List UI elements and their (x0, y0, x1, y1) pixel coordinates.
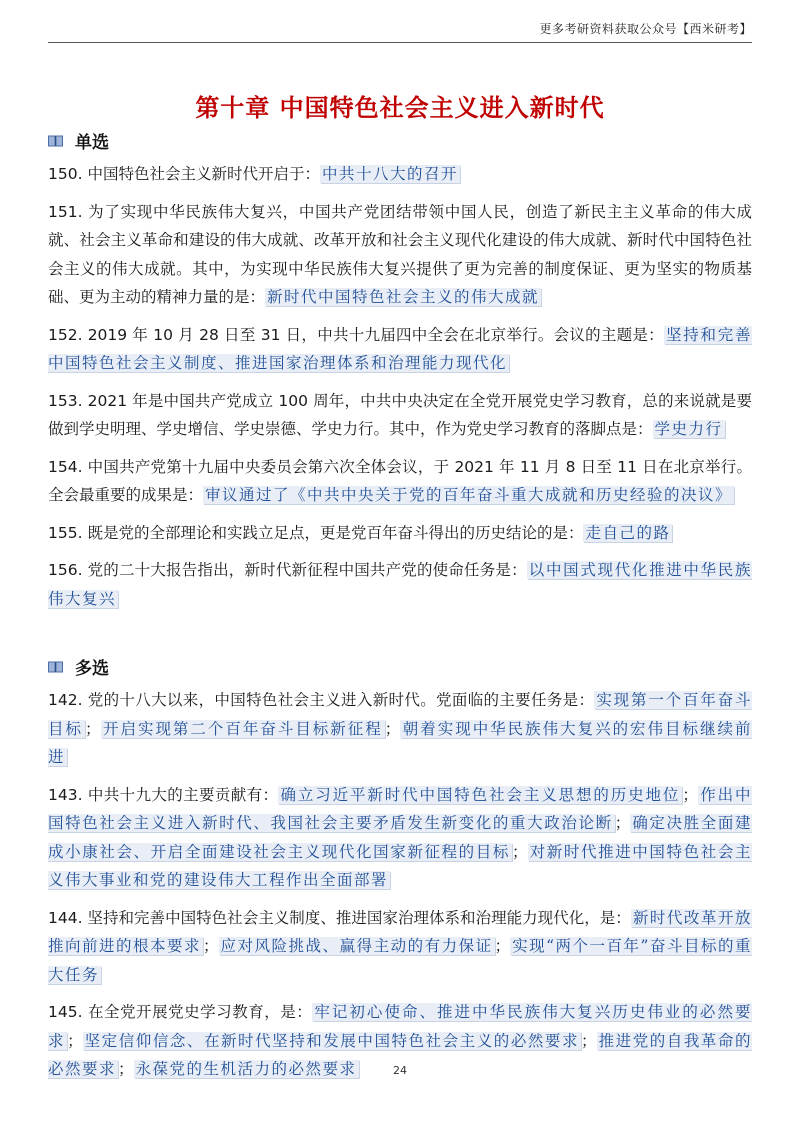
header-divider (48, 42, 752, 43)
answer-highlight: 新时代中国特色社会主义的伟大成就 (267, 288, 540, 306)
section-heading-single (48, 128, 109, 153)
single-question-list (48, 160, 752, 622)
question-item: 142. 党的十八大以来，中国特色社会主义进入新时代。党面临的主要任务是： 实现第一个百年奋斗目标 ； 开启实现第二个百年奋斗目标新征程 ； 朝着实现中华民族伟大复兴的宏伟目标继续前进 (48, 691, 752, 766)
question-item (48, 321, 752, 378)
page-number: 24 (393, 1064, 407, 1077)
section-heading-label: 多选 (75, 659, 109, 679)
answer-highlight: 确定决胜全面建成小康社会、开启全面建设社会主义现代化国家新征程的目标 (48, 814, 752, 861)
answer-highlight: 中共十八大的召开 (321, 165, 458, 183)
question-stem: 150. 中国特色社会主义新时代开启于： (48, 165, 320, 183)
question-item (48, 519, 752, 548)
answer-highlight: 牢记初心使命、推进中华民族伟大复兴历史伟业的必然要求 (48, 1003, 752, 1050)
answer-highlight: 走自己的路 (585, 523, 671, 542)
question-item: 144. 坚持和完善中国特色社会主义制度、推进国家治理体系和治理能力现代化，是： 新时代改革开放推向前进的根本要求 ； 应对风险挑战、赢得主动的有力保证 ； 实现“两个一百年”奋斗目标的重大任务 (48, 908, 752, 984)
answer-highlight: 新时代改革开放推向前进的根本要求 (48, 908, 752, 955)
answer-highlight: 实现第一个百年奋斗目标 (48, 691, 752, 738)
answer-highlight: 坚定信仰信念、在新时代坚持和发展中国特色社会主义的必然要求 (84, 1031, 580, 1050)
book-icon (48, 661, 63, 673)
question-item (48, 387, 752, 444)
question-item: 143. 中共十九大的主要贡献有： 确立习近平新时代中国特色社会主义思想的历史地位 ； 作出中国特色社会主义进入新时代、我国社会主要矛盾发生新变化的重大政治论断 ； 确定决胜全面建成小康社会、开启全面建设社会主义现代化国家新征程的目标 ； 对新时代推进中国特色社会主义伟大事业和党的建设伟大工程作出全面部署 (48, 785, 752, 889)
answer-highlight: 永葆党的生机活力的必然要求 (135, 1060, 357, 1078)
question-stem: 143. 中共十九大的主要贡献有： (48, 785, 279, 804)
chapter-title: 第十章 中国特色社会主义进入新时代 (195, 94, 605, 122)
section-heading-label: 单选 (75, 133, 109, 153)
question-stem: 154. 中国共产党第十九届中央委员会第六次全体会议，于 2021 年 11 月 8 日至 11 日在北京举行。全会最重要的成果是： (48, 457, 752, 504)
section-heading-multi (48, 654, 109, 679)
answer-highlight: 对新时代推进中国特色社会主义伟大事业和党的建设伟大工程作出全面部署 (48, 842, 752, 889)
answer-highlight: 学史力行 (654, 420, 723, 438)
answer-highlight: 实现“两个一百年”奋斗目标的重大任务 (48, 937, 752, 984)
question-stem: 145. 在全党开展党史学习教育，是： (48, 1003, 313, 1021)
book-icon (48, 135, 63, 147)
question-stem: 156. 党的二十大报告指出，新时代新征程中国共产党的使命任务是： (48, 561, 527, 579)
question-item (48, 453, 752, 510)
question-item (48, 198, 752, 312)
question-stem: 152. 2019 年 10 月 28 日至 31 日，中共十九届四中全会在北京举行。会议的主题是： (48, 325, 664, 344)
question-stem: 142. 党的十八大以来，中国特色社会主义进入新时代。党面临的主要任务是： (48, 691, 595, 709)
question-stem: 144. 坚持和完善中国特色社会主义制度、推进国家治理体系和治理能力现代化，是： (48, 908, 631, 927)
answer-highlight: 作出中国特色社会主义进入新时代、我国社会主要矛盾发生新变化的重大政治论断 (48, 785, 752, 832)
answer-highlight: 推进党的自我革命的必然要求 (48, 1031, 752, 1078)
multi-question-list (48, 686, 752, 1093)
question-stem: 155. 既是党的全部理论和实践立足点，更是党百年奋斗得出的历史结论的是： (48, 523, 584, 542)
question-stem: 151. 为了实现中华民族伟大复兴，中国共产党团结带领中国人民，创造了新民主主义革命的伟大成就、社会主义革命和建设的伟大成就、改革开放和社会主义现代化建设的伟大成就、新时代中国特色社会主义的伟大成就。其中，为实现中华民族伟大复兴提供了更为完善的制度保证、更为坚实的物质基础、更为主动的精神力量的是： (48, 202, 752, 306)
question-item (48, 556, 752, 613)
answer-highlight: 坚持和完善中国特色社会主义制度、推进国家治理体系和治理能力现代化 (48, 325, 752, 372)
answer-highlight: 确立习近平新时代中国特色社会主义思想的历史地位 (280, 785, 681, 804)
header-note: 更多考研资料获取公众号【西米研考】 (539, 22, 752, 36)
answer-highlight: 开启实现第二个百年奋斗目标新征程 (102, 719, 383, 738)
question-stem: 153. 2021 年是中国共产党成立 100 周年，中共中央决定在全党开展党史学习教育，总的来说就是要做到学史明理、学史增信、学史崇德、学史力行。其中，作为党史学习教育的落脚点是： (48, 391, 752, 438)
answer-highlight: 以中国式现代化推进中华民族伟大复兴 (48, 561, 752, 608)
question-item (48, 160, 752, 189)
question-item: 145. 在全党开展党史学习教育，是： 牢记初心使命、推进中华民族伟大复兴历史伟业的必然要求 ； 坚定信仰信念、在新时代坚持和发展中国特色社会主义的必然要求 ； 推进党的自我革命的必然要求 ； 永葆党的生机活力的必然要求 (48, 1003, 752, 1078)
answer-highlight: 审议通过了《中共中央关于党的百年奋斗重大成就和历史经验的决议》 (205, 486, 733, 504)
answer-highlight: 朝着实现中华民族伟大复兴的宏伟目标继续前进 (48, 719, 752, 766)
answer-highlight: 应对风险挑战、赢得主动的有力保证 (220, 937, 493, 955)
